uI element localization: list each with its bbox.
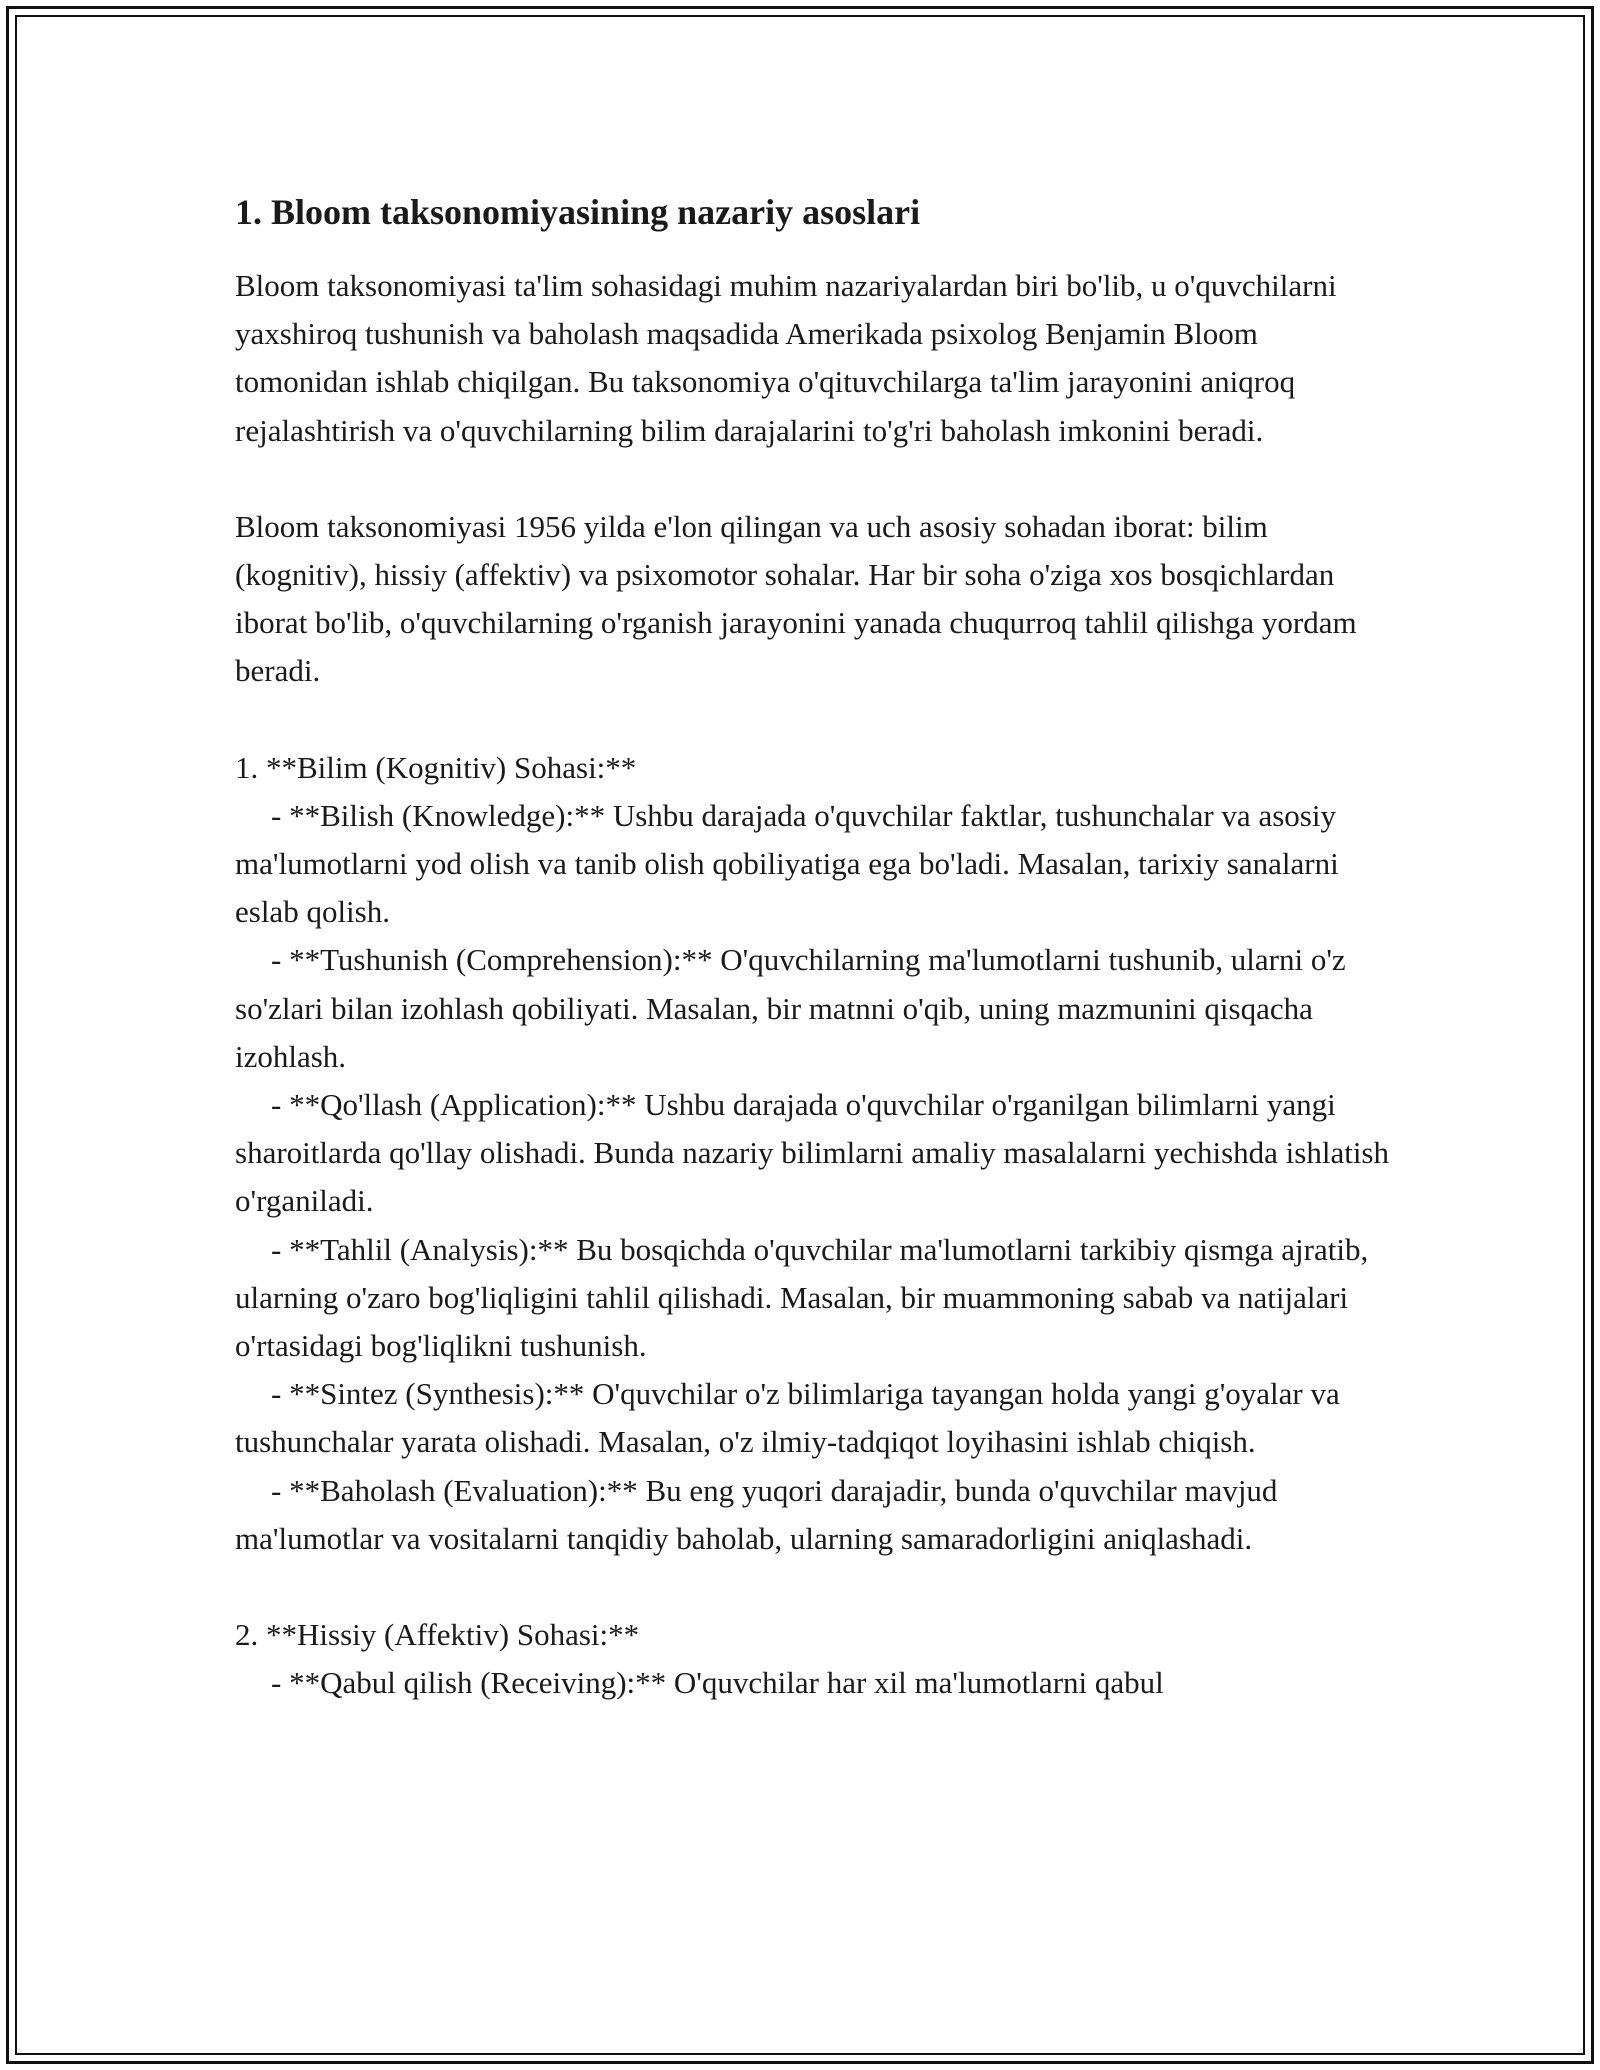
document-body — [235, 188, 1395, 1707]
section-heading-affective: 2. **Hissiy (Affektiv) Sohasi:** — [235, 1617, 640, 1653]
list-item-text: - **Qabul qilish (Receiving):** O'quvchilar har xil ma'lumotlarni qabul — [271, 1665, 1164, 1701]
list-item-evaluation — [235, 1467, 1395, 1563]
list-item-analysis — [235, 1226, 1395, 1371]
list-item-text: - **Bilish (Knowledge):** Ushbu darajada o'quvchilar faktlar, tushunchalar va asosiy ma'lumotlarni yod olish va tanib olish qobiliyatiga ega bo'ladi. Masalan, tarixiy sanalarni eslab qolish. — [235, 797, 1339, 930]
paragraph-domains: Bloom taksonomiyasi 1956 yilda e'lon qilingan va uch asosiy sohadan iborat: bilim (kognitiv), hissiy (affektiv) va psixomotor sohalar. Har bir soha o'ziga xos bosqichlardan iborat bo'lib, o'quvchilarning o'rganish jarayonini yanada chuqurroq tahlil qilishga yordam beradi. — [235, 508, 1357, 689]
list-item-application — [235, 1081, 1395, 1226]
list-item-synthesis — [235, 1370, 1395, 1466]
section-spacer — [235, 1563, 1395, 1611]
list-item-knowledge — [235, 792, 1395, 937]
section-heading-cognitive: 1. **Bilim (Kognitiv) Sohasi:** — [235, 749, 637, 785]
paragraph-intro: Bloom taksonomiyasi ta'lim sohasidagi muhim nazariyalardan biri bo'lib, u o'quvchilarni yaxshiroq tushunish va baholash maqsadida Amerikada psixolog Benjamin Bloom tomonidan ishlab chiqilgan. Bu taksonomiya o'qituvchilarga ta'lim jarayonini aniqroq rejalashtirish va o'quvchilarning bilim darajalarini to'g'ri baholash imkonini beradi. — [235, 268, 1337, 448]
list-item-text: - **Baholash (Evaluation):** Bu eng yuqori darajadir, bunda o'quvchilar mavjud ma'lumotlar va vositalarni tanqidiy baholab, ularning samaradorligini aniqlashadi. — [235, 1472, 1278, 1556]
list-item-text: - **Tushunish (Comprehension):** O'quvchilarning ma'lumotlarni tushunib, ularni o'z so'zlari bilan izohlash qobiliyati. Masalan, bir matnni o'qib, uning mazmunini qisqacha izohlash. — [235, 942, 1346, 1074]
list-item-receiving — [235, 1659, 1395, 1707]
list-item-text: - **Qo'llash (Application):** Ushbu darajada o'quvchilar o'rganilgan bilimlarni yangi sharoitlarda qo'llay olishadi. Bunda nazariy bilimlarni amaliy masalalarni yechishda ishlatish o'rganiladi. — [235, 1087, 1389, 1219]
list-item-text: - **Sintez (Synthesis):** O'quvchilar o'z bilimlariga tayangan holda yangi g'oyalar va tushunchalar yarata olishadi. Masalan, o'z ilmiy-tadqiqot loyihasini ishlab chiqish. — [235, 1376, 1340, 1460]
list-item-comprehension — [235, 936, 1395, 1081]
section-cognitive — [235, 744, 1395, 1563]
list-item-text: - **Tahlil (Analysis):** Bu bosqichda o'quvchilar ma'lumotlarni tarkibiy qismga ajratib, ularning o'zaro bog'liqligini tahlil qilishadi. Masalan, bir muammoning sabab va natijalari o'rtasidagi bog'liqlikni tushunish. — [235, 1231, 1369, 1364]
document-title: 1. Bloom taksonomiyasining nazariy asoslari — [235, 192, 921, 232]
section-affective — [235, 1611, 1395, 1707]
